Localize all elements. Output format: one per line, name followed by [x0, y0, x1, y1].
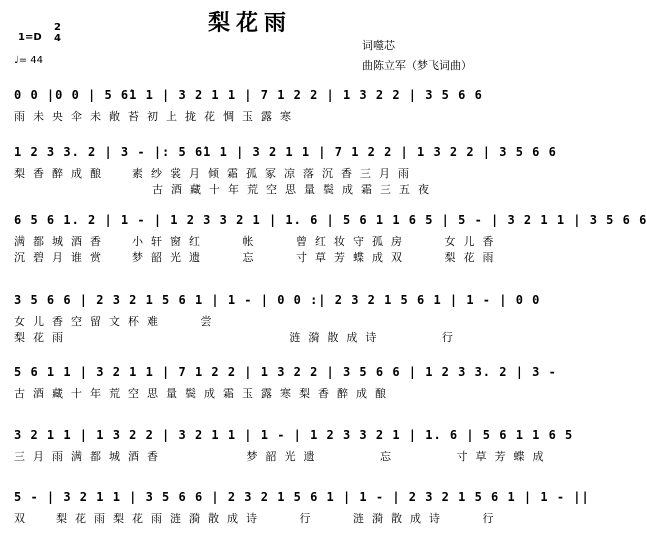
jianpu-notes: 5 6 1 1 | 3 2 1 1 | 7 1 2 2 | 1 3 2 2 | 3 5 6 6 | 1 2 3 3. 2 | 3 - [14, 365, 557, 379]
composer: 曲陈立军（梦飞词曲） [362, 59, 472, 72]
time-bottom: 4 [54, 33, 61, 44]
jianpu-notes: 1 2 3 3. 2 | 3 - |: 5 6̇1 1 | 3 2 1 1 | 7 1 2 2 | 1 3 2 2 | 3 5 6 6 [14, 145, 557, 159]
score-system [14, 213, 647, 265]
lyric-text: 古酒藏十年荒空思量鬓成霜三五夜 [14, 183, 437, 196]
notes-line [14, 145, 557, 165]
score-system [14, 490, 590, 526]
lyric-text: 梨香醉成酿 素纱裳月倾霜孤冢凉落沉香三月雨 [14, 167, 417, 180]
score-system [14, 293, 541, 345]
notes-line [14, 428, 574, 448]
key-signature: 1=D [18, 32, 42, 43]
lyric-line [14, 233, 502, 249]
lyric-line [14, 448, 552, 464]
lyric-line [14, 313, 486, 329]
lyric-text: 满都城酒香 小轩窗红 帐 曾红妆守孤房 女儿香 [14, 235, 502, 248]
jianpu-notes: 3 2 1 1 | 1 3 2 2 | 3 2 1 1 | 1 - | 1 2 3 3 2 1 | 1. 6 | 5 6 1 1 6 5 [14, 428, 574, 442]
lyric-text: 三月雨满都城酒香 梦韶光遗 忘 寸草芳蝶成 [14, 450, 552, 463]
tempo-marking: ♩= 44 [14, 55, 43, 66]
jianpu-notes: 5 - | 3 2 1 1 | 3 5 6 6 | 2 3 2 1 5 6 1 | 1 - | 2 3 2 1 5 6 1 | 1 - || [14, 490, 590, 504]
lyric-text: 古酒藏十年荒空思量鬓成霜玉露寒梨香醉成酿 [14, 387, 394, 400]
lyric-line [14, 249, 502, 265]
score-system [14, 428, 574, 464]
lyric-line [14, 181, 486, 197]
score-system [14, 365, 557, 401]
jianpu-notes: 6 5 6 1. 2 | 1 - | 1 2 3 3 2 1 | 1. 6 | 5 6 1 1 6 5 | 5 - | 3 2 1 1 | 3 5 6 6 [14, 213, 647, 227]
lyric-line [14, 385, 486, 401]
lyric-text: 女儿香空留文杯难 尝 [14, 315, 220, 328]
notes-line [14, 490, 590, 510]
notes-line [14, 213, 647, 233]
score-system [14, 145, 557, 197]
time-signature [54, 22, 61, 44]
lyric-text: 双 梨花雨梨花雨涟漪散成诗 行 涟漪散成诗 行 [14, 512, 502, 525]
lyricist: 词噬芯 [362, 39, 395, 52]
notes-line [14, 88, 486, 108]
lyric-line [14, 108, 486, 124]
lyric-line [14, 510, 502, 526]
lyric-text: 雨未央伞未敞苔初上拢花惆玉露寒 [14, 110, 299, 123]
notes-line [14, 293, 541, 313]
song-title: 梨花雨 [207, 10, 292, 36]
time-top: 2 [54, 22, 61, 33]
jianpu-notes: 3 5 6 6 | 2 3 2 1 5 6 1 | 1 - | 0 0 :| 2 3 2 1 5 6 1 | 1 - | 0 0 [14, 293, 541, 307]
lyric-line [14, 165, 486, 181]
lyric-text: 沉碧月谁赏 梦韶光遗 忘 寸草芳蝶成双 梨花雨 [14, 251, 502, 264]
score-system [14, 88, 486, 124]
jianpu-notes: 0 0 |0 0 | 5 6̇1 1 | 3 2 1 1 | 7 1 2 2 | 1 3 2 2 | 3 5 6 6 [14, 88, 483, 102]
notes-line [14, 365, 557, 385]
credits [362, 36, 472, 76]
lyric-text: 梨花雨 涟漪散成诗 行 [14, 331, 461, 344]
lyric-line [14, 329, 486, 345]
